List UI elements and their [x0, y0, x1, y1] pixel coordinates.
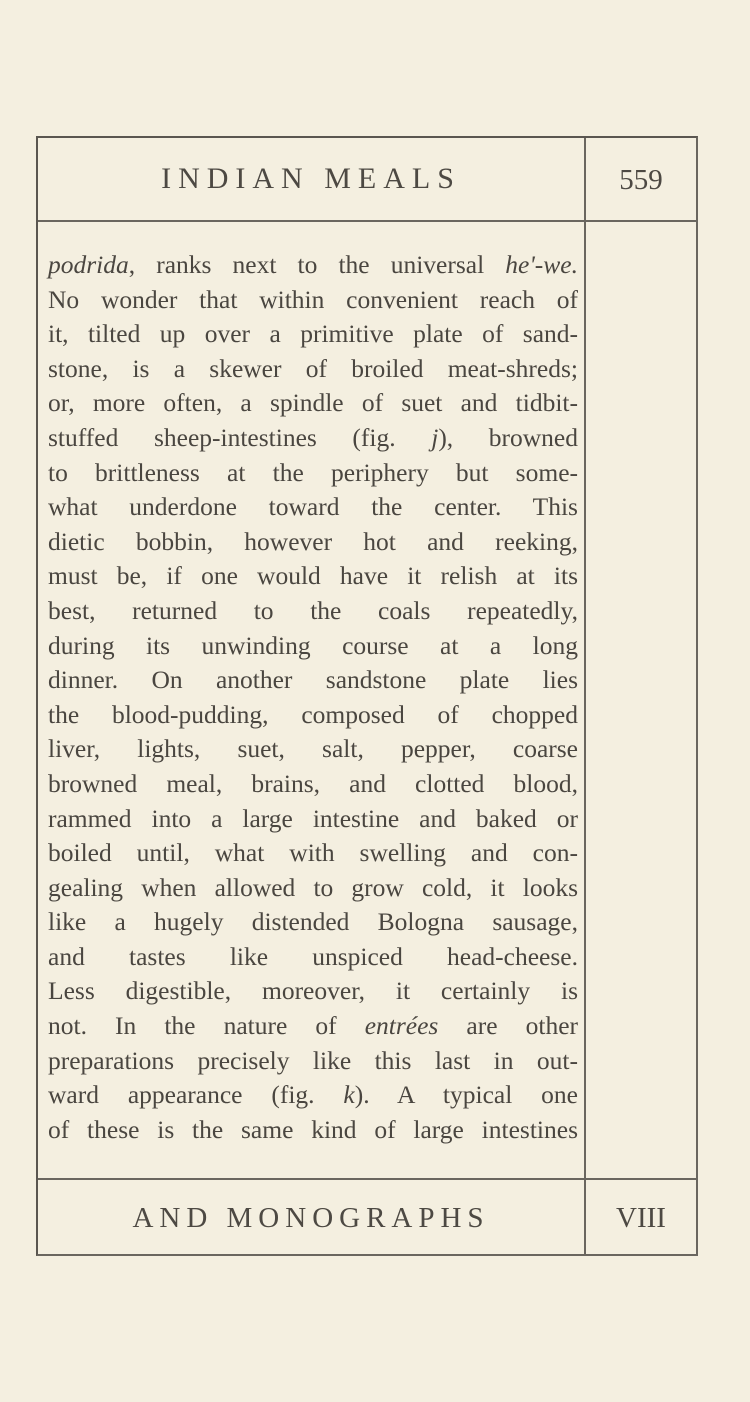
text-run: browned meal, brains, and clotted blood,: [48, 768, 578, 798]
running-header-title: INDIAN MEALS: [161, 162, 461, 195]
text-run: or, more often, a spindle of suet and tidbit-: [48, 388, 578, 418]
text-run: stone, is a skewer of broiled meat-shreds;: [48, 353, 578, 383]
text-line: [48, 386, 578, 421]
text-run: like a hugely distended Bologna sausage,: [48, 907, 578, 937]
text-line: [48, 421, 578, 456]
text-line: [48, 283, 578, 318]
text-run: , ranks next to the universal: [128, 250, 506, 279]
text-line: [48, 1009, 578, 1044]
text-run: the blood-pudding, composed of chopped: [48, 699, 578, 729]
text-run: not. In the nature of: [48, 1011, 365, 1041]
running-footer-title: AND MONOGRAPHS: [132, 1202, 490, 1234]
italic-text: entrées: [364, 1011, 439, 1041]
text-line: [48, 594, 578, 629]
text-run: must be, if one would have it relish at its: [48, 561, 578, 591]
footer-rule: [38, 1178, 696, 1180]
text-line: [48, 352, 578, 387]
body-text: [48, 248, 578, 1147]
text-run: rammed into a large intestine and baked or: [48, 803, 578, 833]
text-line: [48, 1044, 578, 1079]
text-line: [48, 940, 578, 975]
text-run: dinner. On another sandstone plate lies: [48, 665, 578, 695]
text-run: during its unwinding course at a long: [48, 630, 578, 660]
text-run: No wonder that within convenient reach of: [48, 284, 578, 314]
text-line: [48, 525, 578, 560]
section-number: VIII: [616, 1202, 666, 1234]
text-run: stuffed sheep-intestines (fig.: [48, 422, 432, 452]
italic-text: j: [431, 422, 439, 452]
text-run: best, returned to the coals repeatedly,: [48, 595, 578, 625]
text-run: preparations precisely like this last in out-: [48, 1045, 578, 1075]
text-run: boiled until, what with swelling and con-: [48, 838, 578, 868]
text-line: [48, 629, 578, 664]
text-run: of these is the same kind of large intestines: [48, 1114, 578, 1144]
text-run: dietic bobbin, however hot and reeking,: [48, 526, 578, 556]
header-rule: [38, 220, 696, 222]
page-frame: [36, 136, 698, 1256]
text-line: [48, 802, 578, 837]
text-run: ), browned: [438, 422, 579, 452]
text-line: [48, 559, 578, 594]
text-line: [48, 974, 578, 1009]
text-line: [48, 767, 578, 802]
text-line: [48, 871, 578, 906]
italic-text: he'-we.: [505, 250, 578, 279]
text-run: ward appearance (fig.: [48, 1080, 344, 1110]
italic-text: podrida: [48, 250, 129, 279]
text-run: gealing when allowed to grow cold, it looks: [48, 872, 578, 902]
text-run: are other: [438, 1011, 578, 1041]
text-line: [48, 732, 578, 767]
page-number: 559: [619, 164, 663, 196]
text-line: [48, 905, 578, 940]
column-divider: [584, 138, 586, 1254]
text-line: [48, 248, 578, 283]
text-run: liver, lights, suet, salt, pepper, coarse: [48, 734, 578, 764]
text-line: [48, 663, 578, 698]
text-line: [48, 490, 578, 525]
text-run: to brittleness at the periphery but some-: [48, 457, 578, 487]
text-run: Less digestible, moreover, it certainly is: [48, 976, 578, 1006]
text-line: [48, 1078, 578, 1113]
text-run: ). A typical one: [354, 1080, 578, 1110]
italic-text: k: [343, 1080, 355, 1110]
text-line: [48, 836, 578, 871]
text-line: [48, 456, 578, 491]
text-run: and tastes like unspiced head-cheese.: [48, 941, 578, 971]
text-line: [48, 698, 578, 733]
text-run: what underdone toward the center. This: [48, 492, 578, 522]
text-line: [48, 1113, 578, 1148]
text-line: [48, 317, 578, 352]
text-run: it, tilted up over a primitive plate of sand-: [48, 319, 578, 349]
